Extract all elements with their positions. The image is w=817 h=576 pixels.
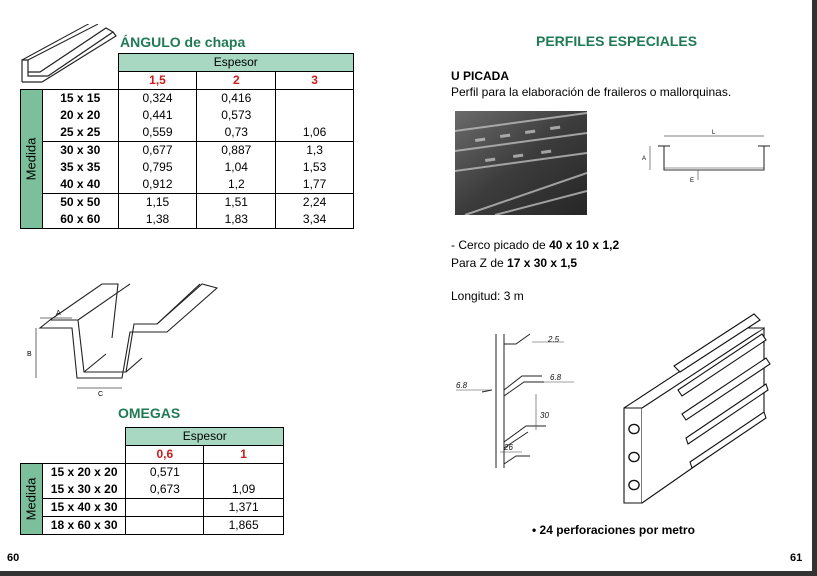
size-cell: 15 x 15 xyxy=(42,90,118,108)
size-cell: 25 x 25 xyxy=(42,124,118,142)
u-dim-a: A xyxy=(642,156,647,162)
medida-side-label: Medida xyxy=(21,90,43,229)
z-profile-technical-drawing xyxy=(452,330,582,470)
size-cell: 60 x 60 xyxy=(42,211,118,229)
value-cell: 1,06 xyxy=(276,124,354,142)
medida-side-label: Medida xyxy=(21,464,43,535)
dim-label: 30 xyxy=(540,411,549,420)
u-picada-photo xyxy=(455,111,587,215)
value-cell xyxy=(204,464,284,482)
thickness-header: 1,5 xyxy=(118,72,197,90)
value-cell xyxy=(126,499,204,517)
angulo-title: ÁNGULO de chapa xyxy=(120,34,246,50)
value-cell: 0,573 xyxy=(197,107,276,124)
thickness-header: 1 xyxy=(204,446,284,464)
size-cell: 20 x 20 xyxy=(42,107,118,124)
thickness-header: 3 xyxy=(276,72,354,90)
value-cell: 1,38 xyxy=(118,211,197,229)
size-cell: 40 x 40 xyxy=(42,176,118,194)
dim-label: 6.8 xyxy=(550,373,562,382)
value-cell: 0,416 xyxy=(197,90,276,108)
size-cell: 18 x 60 x 30 xyxy=(42,517,126,535)
dim-label: 26 xyxy=(504,443,513,452)
value-cell: 1,51 xyxy=(197,194,276,212)
value-cell: 1,83 xyxy=(197,211,276,229)
dim-label: 2.5 xyxy=(548,335,560,344)
value-cell: 0,571 xyxy=(126,464,204,482)
value-cell: 2,24 xyxy=(276,194,354,212)
page-edge-bottom xyxy=(0,571,817,576)
size-cell: 15 x 20 x 20 xyxy=(42,464,126,482)
dim-label: 6.8 xyxy=(456,381,468,390)
value-cell: 0,559 xyxy=(118,124,197,142)
value-cell: 1,15 xyxy=(118,194,197,212)
angulo-table xyxy=(20,53,354,229)
omega-profile-diagram xyxy=(22,280,232,400)
u-profile-section-diagram xyxy=(628,124,773,186)
cerco-line: - Cerco picado de 40 x 10 x 1,2 xyxy=(451,238,620,252)
louver-isometric-drawing xyxy=(604,308,784,513)
omegas-table xyxy=(20,427,284,535)
u-dim-l: L xyxy=(712,130,716,136)
thickness-header: 0,6 xyxy=(126,446,204,464)
value-cell: 0,324 xyxy=(118,90,197,108)
value-cell: 1,09 xyxy=(204,481,284,499)
value-cell: 1,865 xyxy=(204,517,284,535)
dim-label-b: B xyxy=(27,351,32,358)
page-number-left: 60 xyxy=(7,552,20,564)
value-cell: 0,887 xyxy=(197,142,276,160)
perfiles-title: PERFILES ESPECIALES xyxy=(536,33,698,49)
paraz-line: Para Z de 17 x 30 x 1,5 xyxy=(451,256,578,270)
value-cell: 0,677 xyxy=(118,142,197,160)
value-cell: 1,2 xyxy=(197,176,276,194)
value-cell: 0,673 xyxy=(126,481,204,499)
u-picada-title: U PICADA xyxy=(451,69,510,83)
value-cell: 0,912 xyxy=(118,176,197,194)
perforaciones-line: • 24 perforaciones por metro xyxy=(532,523,695,537)
value-cell: 1,3 xyxy=(276,142,354,160)
page-number-right: 61 xyxy=(790,552,803,564)
value-cell: 3,34 xyxy=(276,211,354,229)
value-cell xyxy=(126,517,204,535)
value-cell xyxy=(276,107,354,124)
size-cell: 35 x 35 xyxy=(42,159,118,176)
espesor-header: Espesor xyxy=(126,428,284,446)
size-cell: 15 x 40 x 30 xyxy=(42,499,126,517)
page-edge-right xyxy=(812,0,817,576)
thickness-header: 2 xyxy=(197,72,276,90)
size-cell: 50 x 50 xyxy=(42,194,118,212)
dim-label-c: C xyxy=(98,391,104,398)
value-cell xyxy=(276,90,354,108)
omegas-title: OMEGAS xyxy=(118,405,181,421)
size-cell: 15 x 30 x 20 xyxy=(42,481,126,499)
value-cell: 0,441 xyxy=(118,107,197,124)
u-dim-e: E xyxy=(690,178,695,184)
value-cell: 1,53 xyxy=(276,159,354,176)
dim-label-a: A xyxy=(56,310,61,317)
value-cell: 1,77 xyxy=(276,176,354,194)
u-picada-description: Perfil para la elaboración de fraileros o mallorquinas. xyxy=(451,85,732,99)
size-cell: 30 x 30 xyxy=(42,142,118,160)
value-cell: 1,371 xyxy=(204,499,284,517)
value-cell: 0,73 xyxy=(197,124,276,142)
value-cell: 0,795 xyxy=(118,159,197,176)
longitud-line: Longitud: 3 m xyxy=(451,289,524,303)
value-cell: 1,04 xyxy=(197,159,276,176)
espesor-header: Espesor xyxy=(118,54,353,72)
